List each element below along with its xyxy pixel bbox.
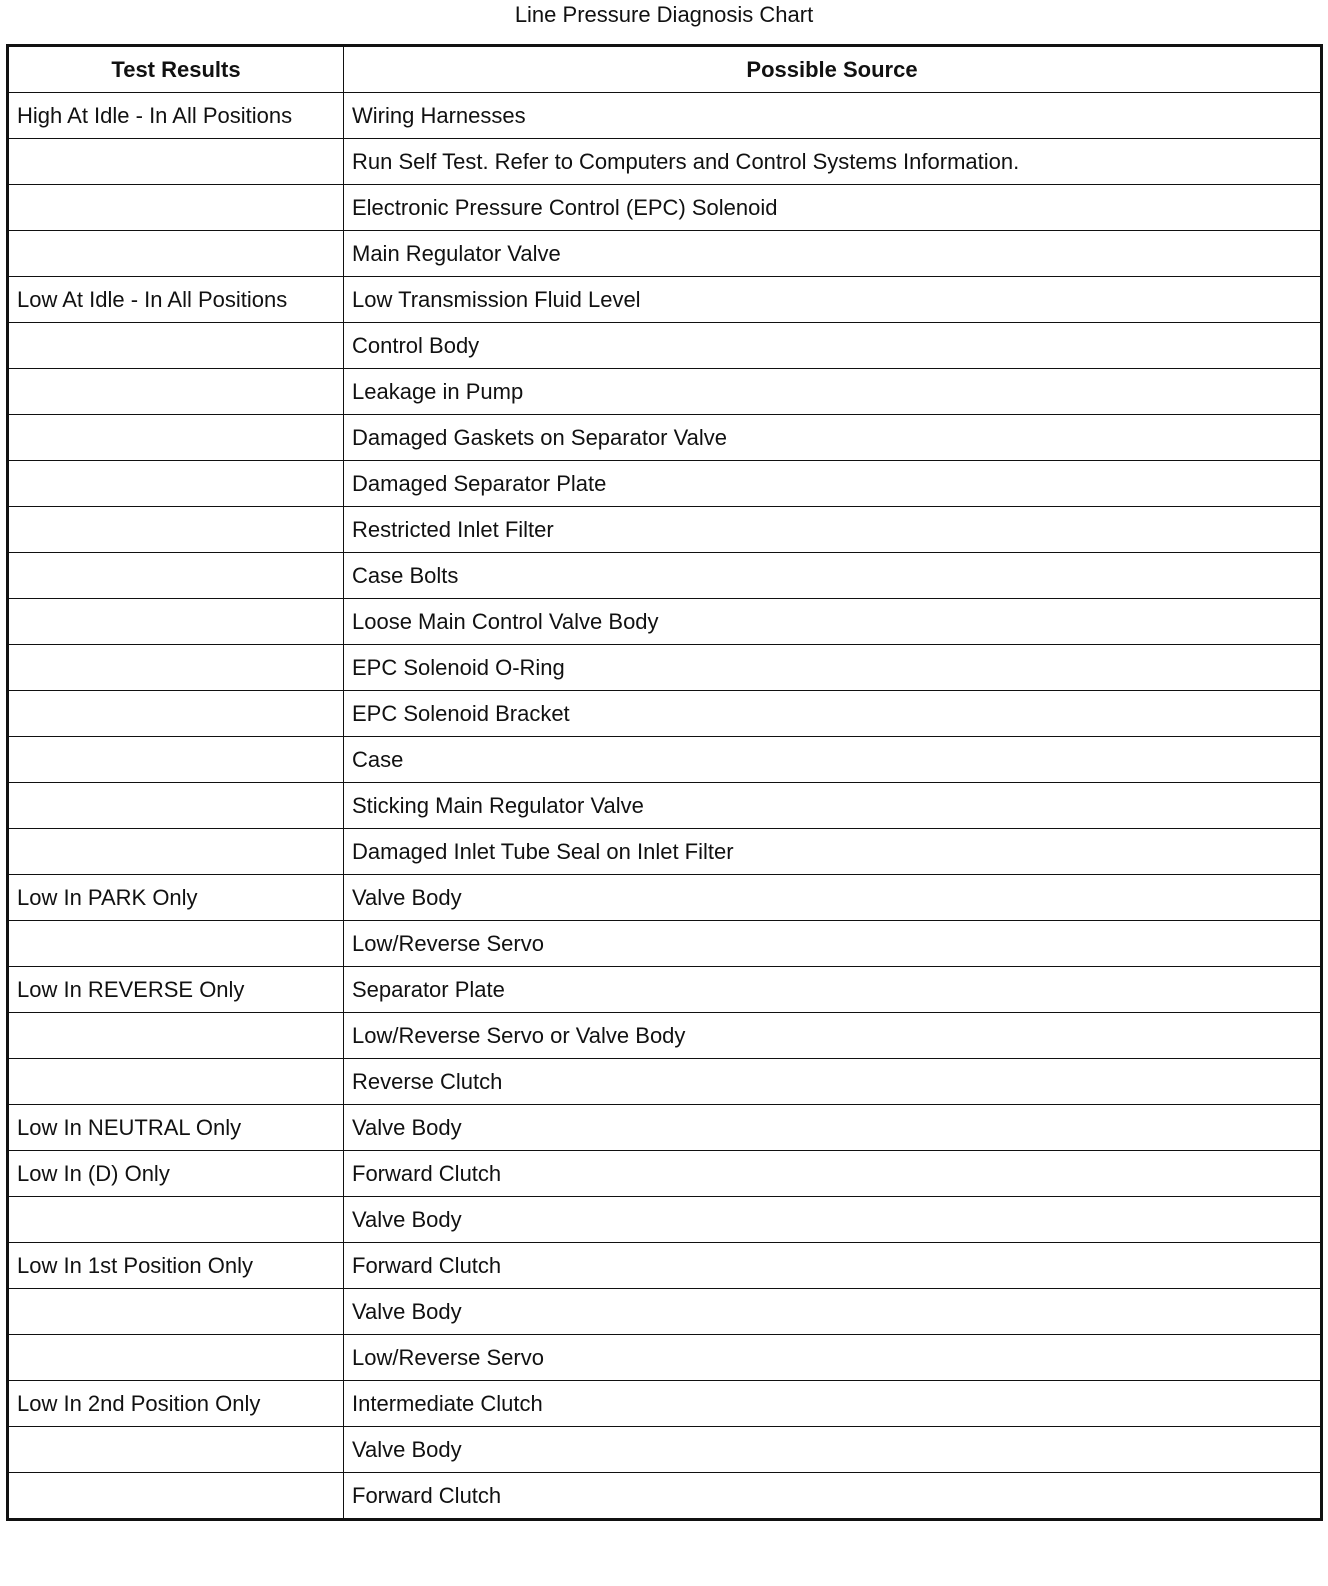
test-result-cell: [8, 1473, 344, 1520]
test-result-cell: Low At Idle - In All Positions: [8, 277, 344, 323]
table-row: [8, 645, 1322, 691]
table-row: [8, 1197, 1322, 1243]
test-result-cell: [8, 369, 344, 415]
table-row: [8, 737, 1322, 783]
test-result-cell: [8, 323, 344, 369]
test-result-cell: [8, 737, 344, 783]
possible-source-cell: Case Bolts: [344, 553, 1322, 599]
possible-source-cell: Loose Main Control Valve Body: [344, 599, 1322, 645]
possible-source-cell: Sticking Main Regulator Valve: [344, 783, 1322, 829]
table-row: [8, 783, 1322, 829]
test-result-cell: [8, 415, 344, 461]
possible-source-cell: Damaged Separator Plate: [344, 461, 1322, 507]
possible-source-cell: Main Regulator Valve: [344, 231, 1322, 277]
test-result-cell: [8, 507, 344, 553]
table-row: [8, 875, 1322, 921]
column-header-possible-source: Possible Source: [344, 46, 1322, 93]
possible-source-cell: Low/Reverse Servo: [344, 921, 1322, 967]
diagnosis-table: [6, 44, 1323, 1521]
test-result-cell: [8, 139, 344, 185]
table-header: [8, 46, 1322, 93]
table-row: [8, 185, 1322, 231]
table-row: [8, 1473, 1322, 1520]
table-row: [8, 921, 1322, 967]
test-result-cell: Low In (D) Only: [8, 1151, 344, 1197]
possible-source-cell: Valve Body: [344, 875, 1322, 921]
possible-source-cell: Forward Clutch: [344, 1151, 1322, 1197]
test-result-cell: Low In 1st Position Only: [8, 1243, 344, 1289]
table-row: [8, 231, 1322, 277]
column-header-test-results: Test Results: [8, 46, 344, 93]
test-result-cell: [8, 829, 344, 875]
test-result-cell: [8, 1289, 344, 1335]
possible-source-cell: Case: [344, 737, 1322, 783]
test-result-cell: High At Idle - In All Positions: [8, 93, 344, 139]
possible-source-cell: Valve Body: [344, 1427, 1322, 1473]
table-row: [8, 1427, 1322, 1473]
table-row: [8, 415, 1322, 461]
table-row: [8, 1013, 1322, 1059]
test-result-cell: [8, 185, 344, 231]
table-row: [8, 1059, 1322, 1105]
table-row: [8, 599, 1322, 645]
possible-source-cell: Restricted Inlet Filter: [344, 507, 1322, 553]
possible-source-cell: Valve Body: [344, 1105, 1322, 1151]
possible-source-cell: EPC Solenoid Bracket: [344, 691, 1322, 737]
possible-source-cell: Wiring Harnesses: [344, 93, 1322, 139]
possible-source-cell: Leakage in Pump: [344, 369, 1322, 415]
test-result-cell: [8, 783, 344, 829]
test-result-cell: [8, 645, 344, 691]
table-row: [8, 829, 1322, 875]
test-result-cell: [8, 1427, 344, 1473]
test-result-cell: [8, 691, 344, 737]
table-row: [8, 1289, 1322, 1335]
test-result-cell: [8, 1059, 344, 1105]
possible-source-cell: Low/Reverse Servo: [344, 1335, 1322, 1381]
test-result-cell: Low In PARK Only: [8, 875, 344, 921]
possible-source-cell: Valve Body: [344, 1289, 1322, 1335]
table-row: [8, 507, 1322, 553]
possible-source-cell: Forward Clutch: [344, 1473, 1322, 1520]
test-result-cell: Low In REVERSE Only: [8, 967, 344, 1013]
possible-source-cell: Control Body: [344, 323, 1322, 369]
possible-source-cell: Separator Plate: [344, 967, 1322, 1013]
possible-source-cell: Intermediate Clutch: [344, 1381, 1322, 1427]
possible-source-cell: Electronic Pressure Control (EPC) Solenoid: [344, 185, 1322, 231]
table-body: [8, 93, 1322, 1520]
test-result-cell: [8, 231, 344, 277]
table-row: [8, 93, 1322, 139]
possible-source-cell: EPC Solenoid O-Ring: [344, 645, 1322, 691]
test-result-cell: [8, 461, 344, 507]
table-row: [8, 1381, 1322, 1427]
page-title: Line Pressure Diagnosis Chart: [514, 2, 814, 27]
possible-source-cell: Valve Body: [344, 1197, 1322, 1243]
test-result-cell: [8, 1335, 344, 1381]
possible-source-cell: Low Transmission Fluid Level: [344, 277, 1322, 323]
test-result-cell: [8, 553, 344, 599]
possible-source-cell: Reverse Clutch: [344, 1059, 1322, 1105]
table-row: [8, 1105, 1322, 1151]
table-row: [8, 1243, 1322, 1289]
table-row: [8, 139, 1322, 185]
possible-source-cell: Damaged Gaskets on Separator Valve: [344, 415, 1322, 461]
test-result-cell: [8, 599, 344, 645]
possible-source-cell: Damaged Inlet Tube Seal on Inlet Filter: [344, 829, 1322, 875]
table-row: [8, 1335, 1322, 1381]
table-row: [8, 461, 1322, 507]
table-row: [8, 277, 1322, 323]
table-row: [8, 323, 1322, 369]
header-row: [8, 46, 1322, 93]
possible-source-cell: Forward Clutch: [344, 1243, 1322, 1289]
table-row: [8, 967, 1322, 1013]
table-row: [8, 553, 1322, 599]
test-result-cell: Low In 2nd Position Only: [8, 1381, 344, 1427]
table-row: [8, 1151, 1322, 1197]
possible-source-cell: Low/Reverse Servo or Valve Body: [344, 1013, 1322, 1059]
test-result-cell: [8, 921, 344, 967]
table-row: [8, 691, 1322, 737]
test-result-cell: Low In NEUTRAL Only: [8, 1105, 344, 1151]
table-row: [8, 369, 1322, 415]
test-result-cell: [8, 1197, 344, 1243]
test-result-cell: [8, 1013, 344, 1059]
possible-source-cell: Run Self Test. Refer to Computers and Control Systems Information.: [344, 139, 1322, 185]
